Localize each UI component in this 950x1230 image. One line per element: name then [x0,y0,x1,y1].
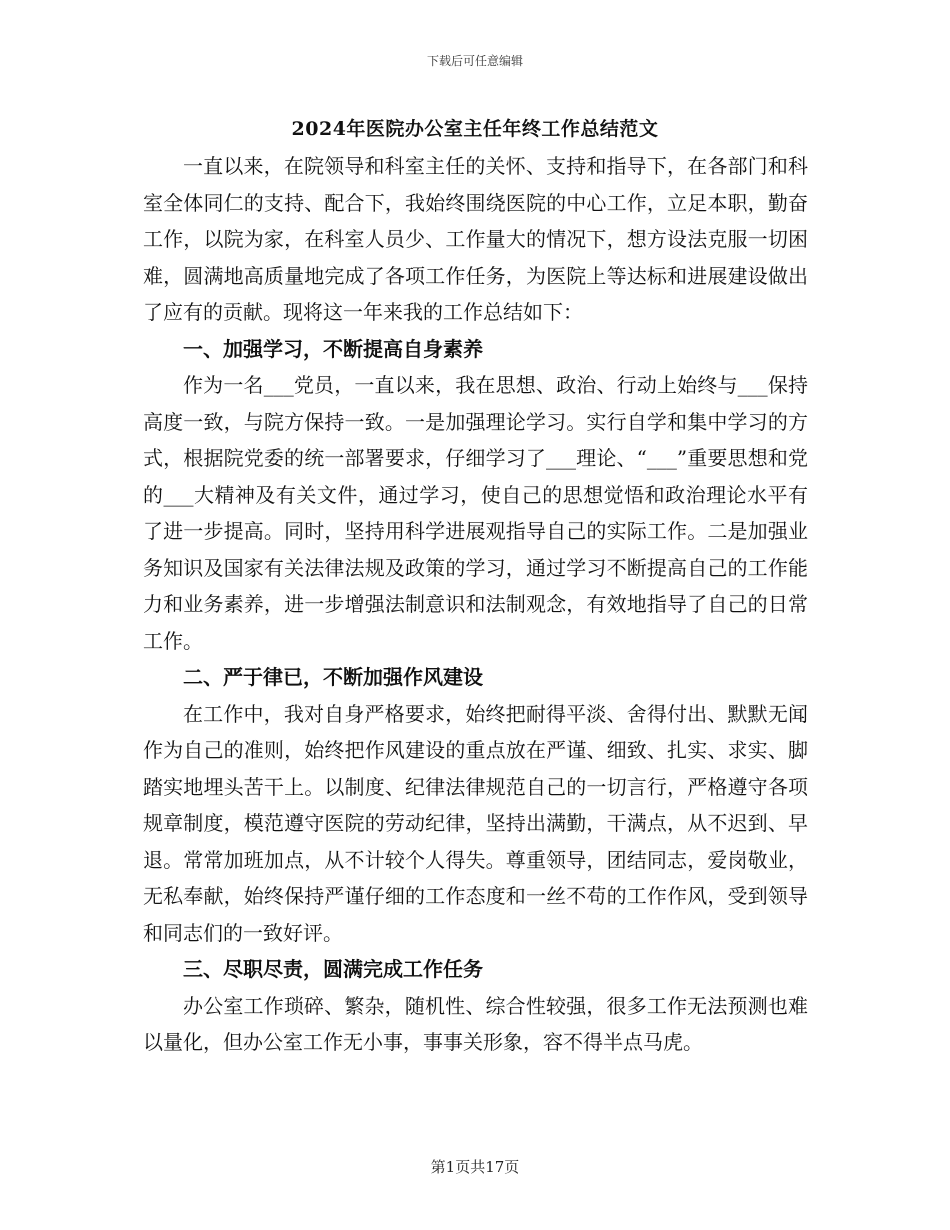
section-heading-3: 三、尽职尽责，圆满完成工作任务 [183,957,483,981]
page-number-footer: 第1页共17页 [430,1158,520,1176]
document-body [143,148,808,1061]
intro-paragraph: 一直以来，在院领导和科室主任的关怀、支持和指导下，在各部门和科室全体同仁的支持、配合下，我始终围绕医院的中心工作，立足本职，勤奋工作，以院为家，在科室人员少、工作量大的情况下，想方设法克服一切困难，圆满地高质量地完成了各项工作任务，为医院上等达标和进展建设做出了应有的贡献。现将这一年来我的工作总结如下： [143,154,808,324]
section-paragraph-2: 在工作中，我对自身严格要求，始终把耐得平淡、舍得付出、默默无闻作为自己的准则，始终把作风建设的重点放在严谨、细致、扎实、求实、脚踏实地埋头苦干上。以制度、纪律法律规范自己的一切言行，严格遵守各项规章制度，模范遵守医院的劳动纪律，坚持出满勤，干满点，从不迟到、早退。常常加班加点，从不计较个人得失。尊重领导，团结同志，爱岗敬业，无私奉献，始终保持严谨仔细的工作态度和一丝不苟的工作作风，受到领导和同志们的一致好评。 [143,701,808,945]
section-heading-2: 二、严于律已，不断加强作风建设 [183,665,483,689]
section-paragraph-1: 作为一名___党员，一直以来，我在思想、政治、行动上始终与___保持高度一致，与院方保持一致。一是加强理论学习。实行自学和集中学习的方式，根据院党委的统一部署要求，仔细学习了___理论、“___”重要思想和党的___大精神及有关文件，通过学习，使自己的思想觉悟和政治理论水平有了进一步提高。同时，坚持用科学进展观指导自己的实际工作。二是加强业务知识及国家有关法律法规及政策的学习，通过学习不断提高自己的工作能力和业务素养，进一步增强法制意识和法制观念，有效地指导了自己的日常工作。 [143,373,808,653]
section-heading-1: 一、加强学习，不断提高自身素养 [183,336,483,361]
section-paragraph-3: 办公室工作琐碎、繁杂，随机性、综合性较强，很多工作无法预测也难以量化，但办公室工作无小事，事事关形象，容不得半点马虎。 [143,993,808,1054]
document-title: 2024年医院办公室主任年终工作总结范文 [291,118,659,140]
page-header-note: 下载后可任意编辑 [426,54,523,68]
